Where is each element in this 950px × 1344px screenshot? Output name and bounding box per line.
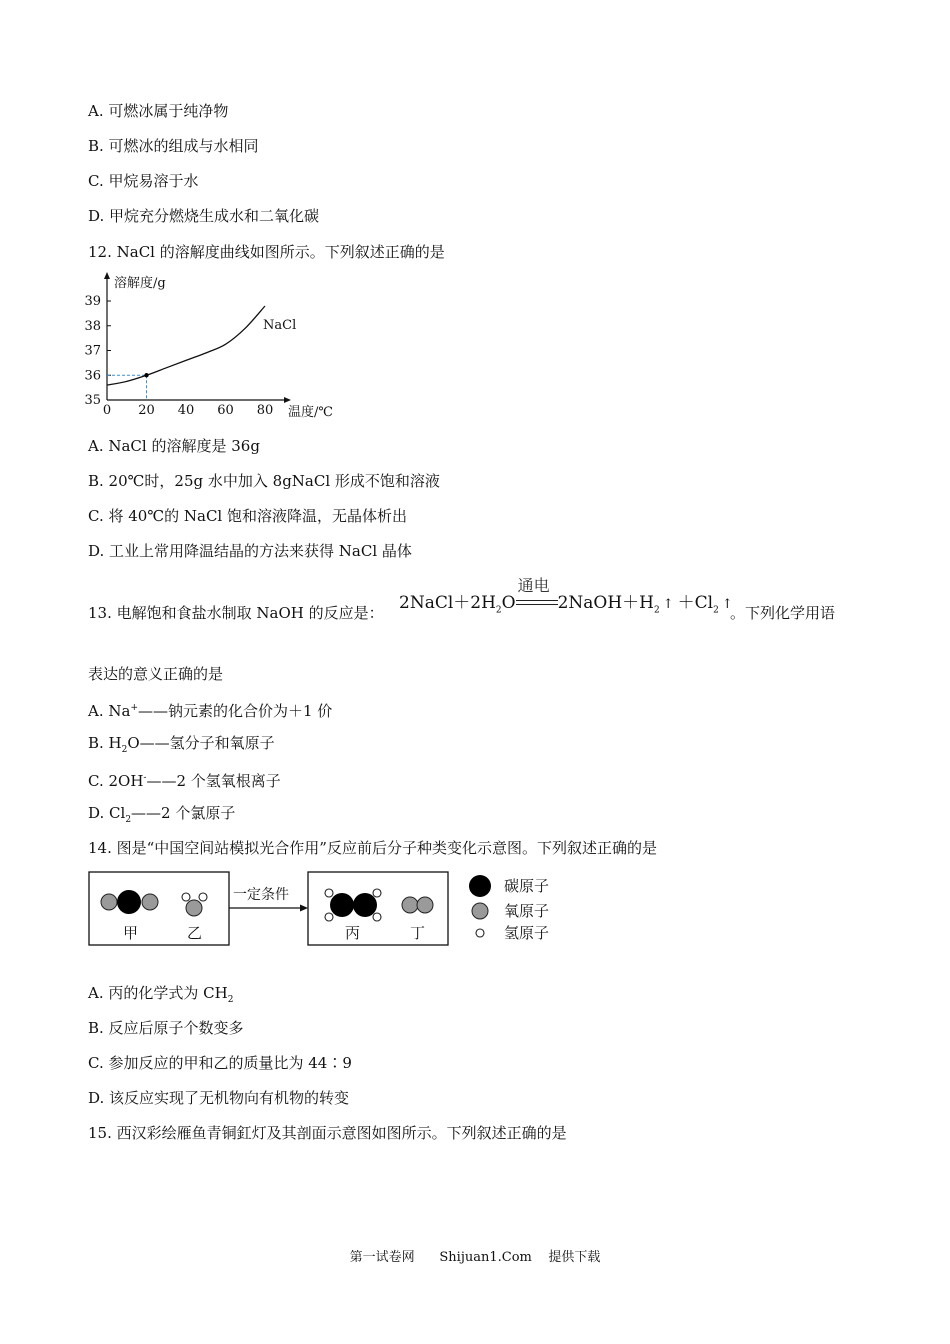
q14-option-b: B. 反应后原子个数变多 [88,1019,244,1037]
co2-oxygen-right [142,894,158,910]
q12-option-c: C. 将 40℃的 NaCl 饱和溶液降温，无晶体析出 [88,507,407,525]
eq-left-after: O [501,593,516,613]
c2h4-carbon-left [330,893,354,917]
q13-equation [399,576,733,621]
y-tick-label-1: 36 [84,368,101,384]
y-axis-arrow [104,272,110,279]
x-axis-arrow [284,397,291,403]
y-tick-label-4: 39 [84,294,101,309]
eq-right: 2NaOH＋H [557,593,655,613]
q13-d-sub: 2 [125,815,132,825]
eq-arrow2: ↑ [721,597,733,612]
legend-hydrogen-icon [476,929,484,937]
label-yi: 乙 [187,924,203,942]
label-jia: 甲 [123,924,139,942]
legend-hydrogen: 氢原子 [504,924,550,942]
q14-a-sub: 2 [227,995,234,1005]
q13-option-a [88,698,332,721]
q14-a-pre: A. 丙的化学式为 CH [88,984,228,1002]
h2o-hydrogen-right [199,893,207,901]
label-bing: 丙 [345,924,361,942]
q12-stem: 12. NaCl 的溶解度曲线如图所示。下列叙述正确的是 [88,243,445,261]
q12-option-d: D. 工业上常用降温结晶的方法来获得 NaCl 晶体 [88,542,412,560]
eq-left: 2NaCl＋2H [399,593,496,613]
chart-axes [104,272,291,403]
x-axis-label: 温度/℃ [288,405,333,420]
chart-series [107,306,296,385]
q13-b-pre: B. H [88,734,122,752]
reaction-diagram [86,868,566,952]
q11-option-b: B. 可燃冰的组成与水相同 [88,137,259,155]
y-tick-label-3: 38 [84,318,101,334]
co2-carbon [117,890,141,914]
page-footer: 第一试卷网 Shijuan1.Com 提供下载 [349,1250,601,1265]
x-tick-label-3: 60 [217,403,234,418]
legend-carbon-icon [469,875,491,897]
legend-oxygen: 氧原子 [504,902,550,920]
x-tick-label-0: 0 [102,403,112,418]
eq-condition-box [516,576,558,614]
q13-option-d [88,803,235,830]
q13-b-post: O——氢分子和氧原子 [127,734,275,752]
eq-double-line [516,600,558,605]
c2h4-hydrogen-tr [373,889,381,897]
reaction-condition: 一定条件 [233,887,289,903]
nacl-solubility-chart [80,268,360,426]
q13-stem-end: 。下列化学用语 [730,604,836,622]
q15-stem: 15. 西汉彩绘雁鱼青铜釭灯及其剖面示意图如图所示。下列叙述正确的是 [88,1124,567,1142]
highlight-point [144,373,148,377]
o2-oxygen-right [417,897,433,913]
c2h4-hydrogen-br [373,913,381,921]
q13-b-sub: 2 [121,745,128,755]
c2h4-hydrogen-bl [325,913,333,921]
q14-option-d: D. 该反应实现了无机物向有机物的转变 [88,1089,350,1107]
q13-stem-start: 13. 电解饱和食盐水制取 NaOH 的反应是： [88,604,384,622]
q13-c-sup: - [143,773,147,783]
c2h4-carbon-right [353,893,377,917]
eq-left-sub: 2 [495,605,502,616]
x-tick-label-2: 40 [177,403,195,418]
q13-stem-cont: 表达的意义正确的是 [88,665,224,683]
q13-option-c [88,768,281,791]
label-ding: 丁 [410,924,426,942]
y-axis-label: 溶解度/g [114,276,166,291]
q13-a-post: ——钠元素的化合价为＋1 价 [137,702,333,720]
y-tick-label-0: 35 [84,393,101,408]
o2-oxygen-left [402,897,418,913]
q13-d-pre: D. Cl [88,804,126,822]
eq-condition: 通电 [517,576,550,595]
series-label-0: NaCl [263,317,297,333]
q13-a-sup: + [130,703,138,713]
eq-arrow1: ↑ [662,597,674,612]
eq-right-sub1: 2 [654,605,660,616]
x-tick-label-4: 80 [256,403,274,418]
q12-option-b: B. 20℃时，25g 水中加入 8gNaCl 形成不饱和溶液 [88,472,440,490]
q14-stem: 14. 图是“中国空间站模拟光合作用”反应前后分子种类变化示意图。下列叙述正确的是 [88,839,657,857]
q11-option-a: A. 可燃冰属于纯净物 [88,102,229,120]
q13-c-post: ——2 个氢氧根离子 [146,772,281,790]
x-tick-label-1: 20 [138,403,155,418]
chart-guides [107,375,147,400]
c2h4-hydrogen-tl [325,889,333,897]
q13-c-pre: C. 2OH [88,772,144,790]
q13-d-post: ——2 个氯原子 [131,804,236,822]
eq-right-sub2: 2 [713,605,719,616]
q13-option-b [88,733,275,760]
q11-option-d: D. 甲烷充分燃烧生成水和二氧化碳 [88,207,320,225]
q11-option-c: C. 甲烷易溶于水 [88,172,199,190]
legend-oxygen-icon [472,903,488,919]
q14-option-a [88,983,233,1010]
q13-a-pre: A. Na [88,702,131,720]
q14-option-c: C. 参加反应的甲和乙的质量比为 44∶9 [88,1054,352,1072]
y-tick-label-2: 37 [84,343,101,359]
h2o-hydrogen-left [182,893,190,901]
reaction-arrow-head [300,905,308,912]
q12-option-a: A. NaCl 的溶解度是 36g [88,437,260,455]
series-line-0 [107,306,265,385]
eq-mid: ＋Cl [677,593,714,613]
h2o-oxygen [186,900,202,916]
legend-carbon: 碳原子 [504,877,550,895]
co2-oxygen-left [101,894,117,910]
